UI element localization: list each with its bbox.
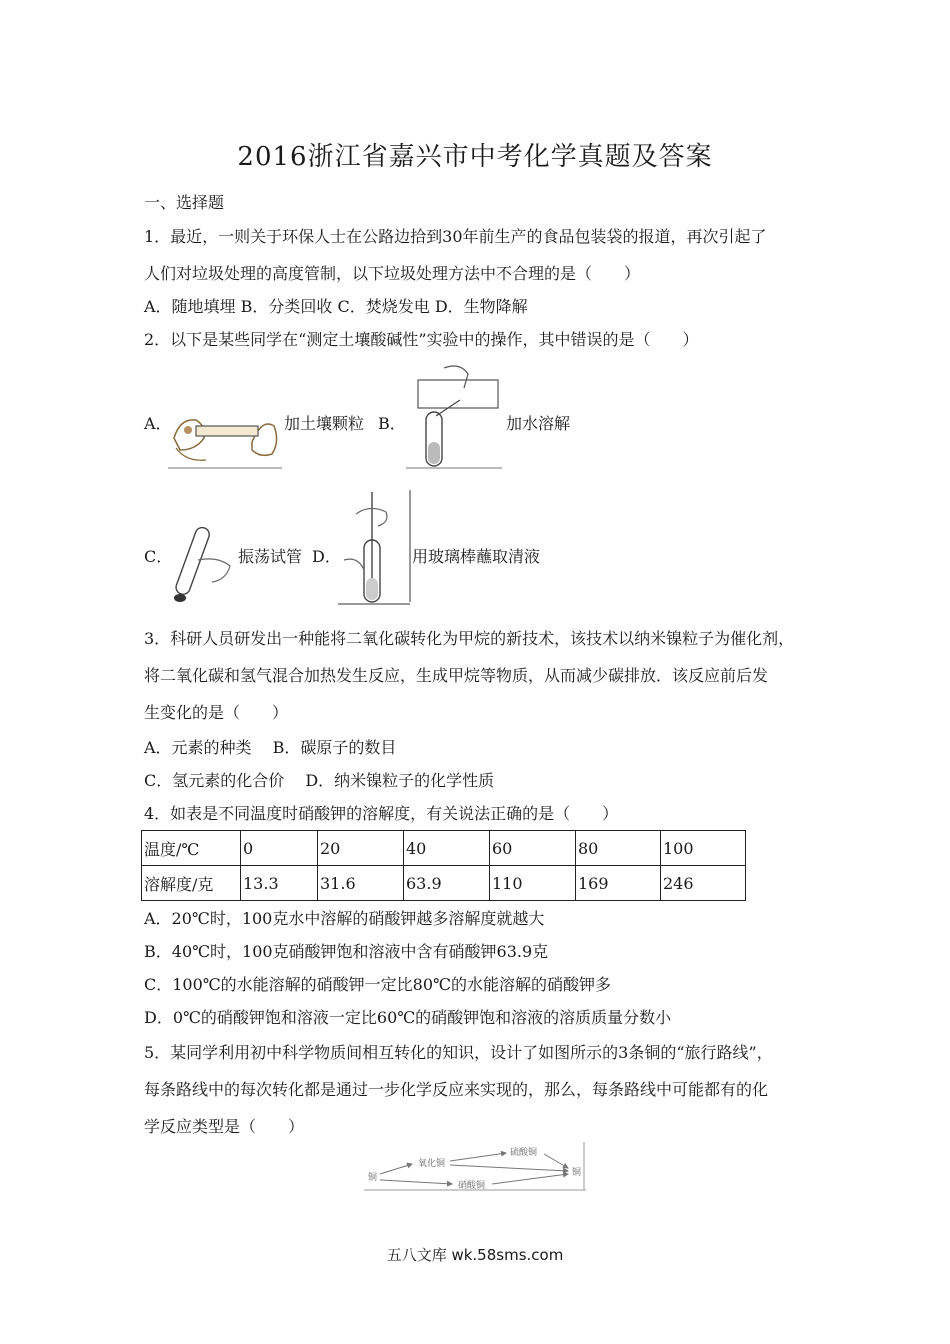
- table-cell: 溶解度/克: [142, 866, 241, 901]
- q2-option-a-letter: A．: [144, 414, 172, 433]
- arrow-oxide-to-copper: [450, 1165, 568, 1171]
- q4-stem: 4．如表是不同温度时硝酸钾的溶解度，有关说法正确的是（ ）: [144, 804, 619, 823]
- figure-add-soil-particles: [166, 398, 284, 470]
- arrow-copper-to-nitrate: [380, 1180, 452, 1184]
- table-cell: 169: [576, 866, 661, 901]
- diagram-copper-nitrate: 硝酸铜: [458, 1181, 486, 1191]
- q3-line2: 将二氧化碳和氢气混合加热发生反应，生成甲烷等物质，从而减少碳排放．该反应前后发: [144, 666, 769, 685]
- table-cell: 246: [661, 866, 746, 901]
- q5-line2: 每条路线中的每次转化都是通过一步化学反应来实现的，那么，每条路线中可能都有的化: [144, 1080, 769, 1099]
- q2-option-a-text: 加土壤颗粒: [284, 414, 365, 433]
- q2-option-b-text: 加水溶解: [506, 414, 571, 433]
- q1-line2: 人们对垃圾处理的高度管制，以下垃圾处理方法中不合理的是（ ）: [144, 264, 641, 283]
- table-row-solubility: [142, 866, 746, 901]
- table-cell: 110: [490, 866, 576, 901]
- arrow-nitrate-to-copper: [492, 1174, 568, 1184]
- footer-watermark: 五八文库 wk.58sms.com: [386, 1246, 564, 1264]
- section-heading: 一、选择题: [144, 193, 225, 212]
- arrow-oxide-to-sulfate: [450, 1153, 506, 1161]
- table-cell: 温度/℃: [142, 831, 241, 866]
- table-cell: 60: [490, 831, 576, 866]
- diagram-copper-sulfate: 硫酸铜: [510, 1148, 538, 1158]
- page-title: 2016浙江省嘉兴市中考化学真题及答案: [237, 142, 713, 172]
- q1-line1: 1．最近，一则关于环保人士在公路边拾到30年前生产的食品包装袋的报道，再次引起了: [144, 227, 767, 246]
- q4-option-c: C．100℃的水能溶解的硝酸钾一定比80℃的水能溶解的硝酸钾多: [144, 975, 611, 994]
- figure-shake-test-tube: [168, 520, 238, 608]
- q2-option-d-letter: D．: [312, 547, 341, 566]
- arrow-sulfate-to-copper: [544, 1154, 568, 1168]
- table-row-temperature: [142, 831, 746, 866]
- q5-line1: 5．某同学利用初中科学物质间相互转化的知识，设计了如图所示的3条铜的“旅行路线”，: [144, 1043, 773, 1062]
- diagram-start-copper: 铜: [368, 1173, 378, 1183]
- solubility-table: [141, 830, 746, 901]
- q3-line3: 生变化的是（ ）: [144, 703, 289, 722]
- arrow-copper-to-oxide: [380, 1164, 412, 1174]
- diagram-copper-oxide: 氧化铜: [418, 1159, 446, 1169]
- table-cell: 100: [661, 831, 746, 866]
- q2-stem: 2．以下是某些同学在“测定土壤酸碱性”实验中的操作，其中错误的是（ ）: [144, 330, 699, 349]
- q4-option-d: D．0℃的硝酸钾饱和溶液一定比60℃的硝酸钾饱和溶液的溶质质量分数小: [144, 1008, 672, 1027]
- table-cell: 20: [318, 831, 404, 866]
- q2-option-d-text: 用玻璃棒蘸取清液: [412, 547, 541, 566]
- table-cell: 31.6: [318, 866, 404, 901]
- table-cell: 80: [576, 831, 661, 866]
- table-cell: 40: [404, 831, 490, 866]
- diagram-end-copper: 铜: [572, 1168, 582, 1178]
- copper-route-diagram: [362, 1142, 588, 1194]
- q2-option-c-text: 振荡试管: [238, 547, 303, 566]
- table-cell: 13.3: [241, 866, 318, 901]
- q2-option-c-letter: C．: [144, 547, 173, 566]
- q3-line1: 3．科研人员研发出一种能将二氧化碳转化为甲烷的新技术，该技术以纳米镍粒子为催化剂，: [144, 629, 795, 648]
- figure-add-water: [404, 360, 504, 470]
- table-cell: 0: [241, 831, 318, 866]
- table-cell: 63.9: [404, 866, 490, 901]
- figure-dip-glass-rod: [336, 490, 412, 608]
- q5-line3: 学反应类型是（ ）: [144, 1117, 305, 1136]
- q3-options-cd: C．氢元素的化合价 D．纳米镍粒子的化学性质: [144, 771, 495, 790]
- q1-options: A．随地填埋 B．分类回收 C．焚烧发电 D．生物降解: [144, 297, 528, 316]
- q4-option-a: A．20℃时，100克水中溶解的硝酸钾越多溶解度就越大: [144, 909, 545, 928]
- q2-option-b-letter: B．: [378, 414, 406, 433]
- q3-options-ab: A．元素的种类 B．碳原子的数目: [144, 738, 397, 757]
- q4-option-b: B．40℃时，100克硝酸钾饱和溶液中含有硝酸钾63.9克: [144, 942, 549, 961]
